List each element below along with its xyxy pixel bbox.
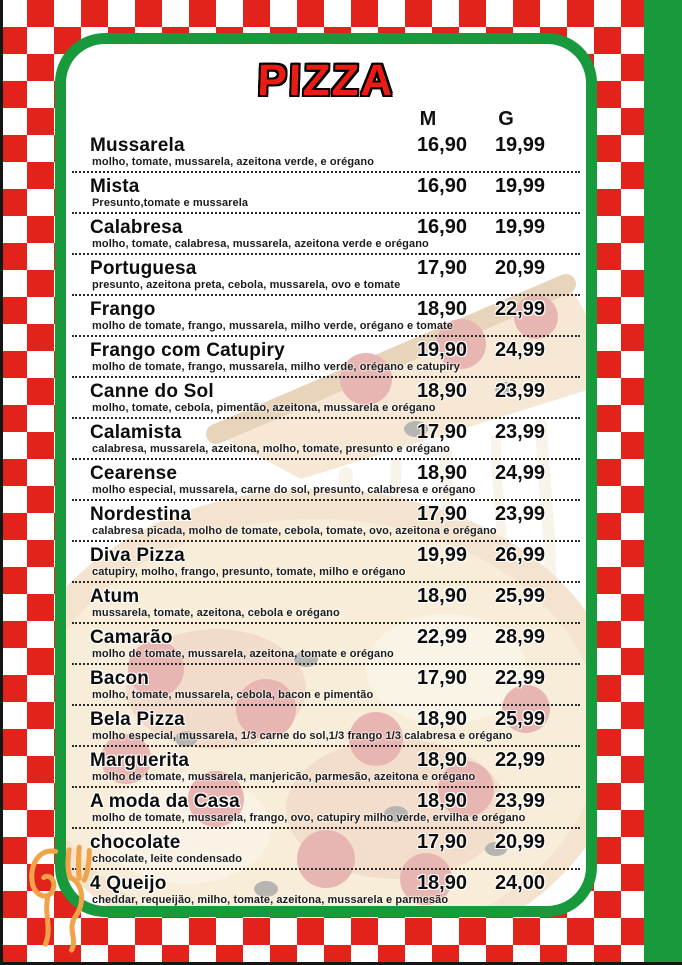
item-name: Mista: [90, 176, 140, 197]
left-black-edge: [0, 0, 3, 965]
item-name: chocolate: [90, 832, 181, 853]
menu-item-head: [72, 135, 580, 156]
menu-item-head: [72, 299, 580, 320]
item-price-g: 23,99: [494, 503, 545, 525]
item-price-g: 19,99: [494, 216, 545, 238]
item-description: molho especial, mussarela, 1/3 carne do sol,1/3 frango 1/3 calabresa e orégano: [92, 730, 513, 742]
item-price-m: 17,90: [416, 831, 467, 853]
menu-item: [72, 378, 580, 419]
item-name: 4 Queijo: [90, 873, 167, 894]
item-price-m: 17,90: [416, 421, 467, 443]
item-price-m: 22,99: [416, 626, 467, 648]
item-price-m: 19,90: [416, 339, 467, 361]
item-price-g: 24,00: [494, 872, 545, 894]
item-description: chocolate, leite condensado: [92, 853, 243, 865]
menu-title: PIZZA: [256, 56, 396, 105]
menu-card: [55, 33, 597, 917]
item-price-g: 20,99: [494, 257, 545, 279]
menu-item-head: [72, 217, 580, 238]
menu-item: [72, 173, 580, 214]
item-price-m: 18,90: [416, 462, 467, 484]
item-price-g: 19,99: [494, 134, 545, 156]
item-price-m: 17,90: [416, 503, 467, 525]
size-column-g-label: G: [498, 108, 514, 130]
item-name: Nordestina: [90, 504, 192, 525]
item-description: molho de tomate, mussarela, azeitona, tomate e orégano: [92, 648, 394, 660]
item-description: molho, tomate, mussarela, azeitona verde, e orégano: [92, 156, 375, 168]
menu-item-head: [72, 258, 580, 279]
item-description: molho de tomate, frango, mussarela, milho verde, orégano e tomate: [92, 320, 454, 332]
menu-item-head: [72, 832, 580, 853]
item-price-g: 24,99: [494, 462, 545, 484]
item-price-m: 18,90: [416, 585, 467, 607]
menu-item: [72, 747, 580, 788]
item-price-g: 23,99: [494, 380, 545, 402]
item-name: Cearense: [90, 463, 178, 484]
menu-item-head: [72, 504, 580, 525]
menu-item: [72, 542, 580, 583]
item-description: calabresa, mussarela, azeitona, molho, tomate, presunto e orégano: [92, 443, 450, 455]
menu-item-head: [72, 463, 580, 484]
item-price-m: 16,90: [416, 216, 467, 238]
menu-item-head: [72, 627, 580, 648]
item-price-g: 22,99: [494, 667, 545, 689]
item-price-g: 19,99: [494, 175, 545, 197]
item-price-m: 18,90: [416, 380, 467, 402]
menu-item: [72, 460, 580, 501]
item-price-m: 17,90: [416, 667, 467, 689]
item-price-m: 18,90: [416, 872, 467, 894]
item-name: A moda da Casa: [90, 791, 240, 812]
item-price-m: 18,90: [416, 749, 467, 771]
menu-item-head: [72, 545, 580, 566]
item-description: molho, tomate, calabresa, mussarela, azeitona verde e orégano: [92, 238, 429, 250]
item-name: Bela Pizza: [90, 709, 185, 730]
item-price-m: 16,90: [416, 175, 467, 197]
item-description: catupiry, molho, frango, presunto, tomate, milho e orégano: [92, 566, 406, 578]
item-name: Frango com Catupiry: [90, 340, 285, 361]
menu-item: [72, 132, 580, 173]
menu-item: [72, 706, 580, 747]
size-column-m-label: M: [419, 108, 437, 130]
menu-item: [72, 788, 580, 829]
item-name: Canne do Sol: [90, 381, 214, 402]
menu-item: [72, 296, 580, 337]
item-description: cheddar, requeijão, milho, tomate, azeitona, mussarela e parmesão: [92, 894, 449, 906]
item-price-m: 18,90: [416, 708, 467, 730]
item-price-g: 23,99: [494, 790, 545, 812]
item-name: Frango: [90, 299, 156, 320]
menu-item: [72, 501, 580, 542]
size-columns-header: [66, 104, 586, 130]
item-description: molho, tomate, cebola, pimentão, azeitona, mussarela e orégano: [92, 402, 436, 414]
item-name: Calabresa: [90, 217, 183, 238]
item-price-g: 24,99: [494, 339, 545, 361]
menu-item-head: [72, 176, 580, 197]
fork-face-doodle-icon: [18, 843, 110, 961]
item-price-g: 26,99: [494, 544, 545, 566]
item-price-g: 20,99: [494, 831, 545, 853]
item-name: Calamista: [90, 422, 182, 443]
menu-item-head: [72, 340, 580, 361]
item-price-m: 17,90: [416, 257, 467, 279]
item-price-g: 25,99: [494, 708, 545, 730]
menu-item: [72, 255, 580, 296]
item-name: Bacon: [90, 668, 150, 689]
item-price-m: 19,99: [416, 544, 467, 566]
menu-item-head: [72, 668, 580, 689]
item-name: Diva Pizza: [90, 545, 185, 566]
menu-item: [72, 419, 580, 460]
item-price-g: 28,99: [494, 626, 545, 648]
item-description: molho de tomate, frango, mussarela, milho verde, orégano e catupiry: [92, 361, 460, 373]
menu-item-head: [72, 586, 580, 607]
item-price-m: 16,90: [416, 134, 467, 156]
item-description: presunto, azeitona preta, cebola, mussarela, ovo e tomate: [92, 279, 401, 291]
menu-item: [72, 870, 580, 911]
menu-item-head: [72, 422, 580, 443]
item-price-m: 18,90: [416, 298, 467, 320]
item-description: molho de tomate, mussarela, manjericão, parmesão, azeitona e orégano: [92, 771, 476, 783]
item-description: calabresa picada, molho de tomate, cebola, tomate, ovo, azeitona e orégano: [92, 525, 497, 537]
menu-item-head: [72, 709, 580, 730]
item-name: Marguerita: [90, 750, 190, 771]
item-description: molho de tomate, mussarela, frango, ovo, catupiry milho verde, ervilha e orégano: [92, 812, 526, 824]
item-name: Mussarela: [90, 135, 185, 156]
menu-item: [72, 829, 580, 870]
menu-item: [72, 337, 580, 378]
item-description: mussarela, tomate, azeitona, cebola e orégano: [92, 607, 340, 619]
item-price-g: 25,99: [494, 585, 545, 607]
menu-item: [72, 624, 580, 665]
menu-item-head: [72, 381, 580, 402]
item-price-g: 22,99: [494, 298, 545, 320]
menu-item-head: [72, 873, 580, 894]
item-name: Camarão: [90, 627, 173, 648]
item-description: molho, tomate, mussarela, cebola, bacon e pimentão: [92, 689, 374, 701]
item-price-g: 23,99: [494, 421, 545, 443]
menu-item: [72, 214, 580, 255]
item-description: molho especial, mussarela, carne do sol, presunto, calabresa e orégano: [92, 484, 476, 496]
menu-list: [66, 130, 586, 911]
menu-item: [72, 583, 580, 624]
menu-item: [72, 665, 580, 706]
right-green-band: [644, 0, 682, 965]
menu-content: [66, 44, 586, 911]
item-price-g: 22,99: [494, 749, 545, 771]
item-name: Atum: [90, 586, 140, 607]
menu-item-head: [72, 791, 580, 812]
item-description: Presunto,tomate e mussarela: [92, 197, 249, 209]
menu-item-head: [72, 750, 580, 771]
item-name: Portuguesa: [90, 258, 197, 279]
item-price-m: 18,90: [416, 790, 467, 812]
